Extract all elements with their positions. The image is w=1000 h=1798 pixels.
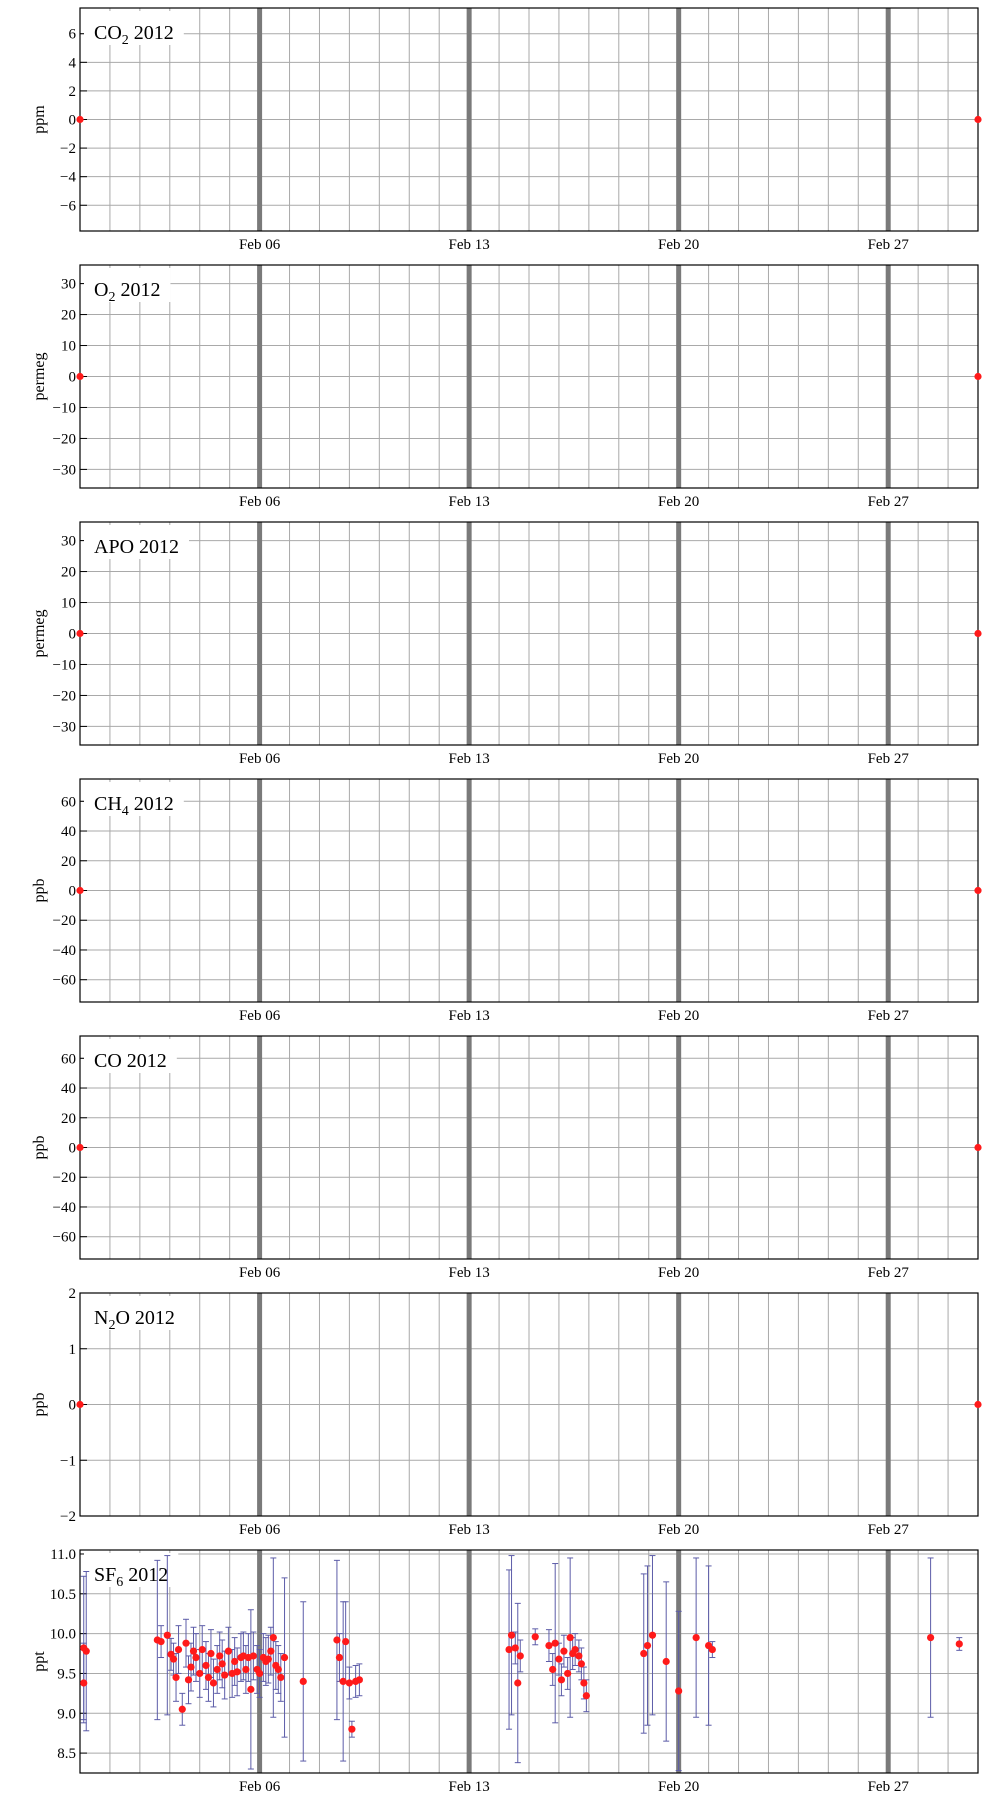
y-tick-label: 0 <box>68 883 76 900</box>
x-tick-label: Feb 20 <box>658 1779 700 1795</box>
data-point <box>157 1638 164 1645</box>
x-tick-label: Feb 13 <box>448 1522 490 1538</box>
y-tick-label: 60 <box>61 1051 76 1068</box>
chart-title: $N_2O$ 2012 <box>94 1307 175 1333</box>
data-point <box>927 1634 934 1641</box>
y-tick-label: −40 <box>52 942 76 959</box>
y-tick-label: −1 <box>60 1453 76 1470</box>
y-axis-label: ppm <box>31 105 48 134</box>
data-point <box>640 1650 647 1657</box>
data-point <box>275 1666 282 1673</box>
y-tick-label: 20 <box>61 1110 76 1127</box>
data-point <box>974 1144 981 1151</box>
data-point <box>342 1638 349 1645</box>
x-tick-label: Feb 20 <box>658 1265 700 1281</box>
data-point <box>649 1632 656 1639</box>
data-point <box>514 1679 521 1686</box>
y-axis-label: ppb <box>31 1135 48 1160</box>
data-point <box>333 1636 340 1643</box>
data-point <box>575 1652 582 1659</box>
data-point <box>76 630 83 637</box>
y-tick-label: 1 <box>68 1341 76 1358</box>
chart-title: $O_2$ 2012 <box>94 279 161 305</box>
data-point <box>270 1634 277 1641</box>
y-tick-label: 8.5 <box>57 1746 76 1763</box>
chart-title: APO 2012 <box>94 536 180 558</box>
chart-panel-4 <box>0 1028 1000 1284</box>
x-tick-label: Feb 06 <box>238 751 281 767</box>
x-tick-label: Feb 06 <box>238 1522 281 1538</box>
data-point <box>76 1401 83 1408</box>
data-point <box>644 1642 651 1649</box>
y-axis-label: ppb <box>31 878 48 903</box>
y-tick-label: −2 <box>60 141 76 158</box>
x-tick-label: Feb 13 <box>448 237 490 253</box>
data-point <box>567 1634 574 1641</box>
data-point <box>336 1654 343 1661</box>
data-point <box>256 1670 263 1677</box>
x-tick-label: Feb 06 <box>238 1265 281 1281</box>
data-point <box>348 1726 355 1733</box>
y-tick-label: −2 <box>60 1509 76 1525</box>
chart-panel-0 <box>0 0 1000 256</box>
y-tick-label: −40 <box>52 1199 76 1216</box>
data-point <box>192 1654 199 1661</box>
data-point <box>210 1679 217 1686</box>
data-point <box>80 1679 87 1686</box>
chart-panel-3 <box>0 771 1000 1027</box>
data-point <box>175 1646 182 1653</box>
data-point <box>267 1648 274 1655</box>
data-point <box>83 1648 90 1655</box>
y-tick-label: 20 <box>61 564 76 581</box>
x-tick-label: Feb 27 <box>867 751 909 767</box>
data-point <box>558 1676 565 1683</box>
data-point <box>512 1644 519 1651</box>
data-point <box>196 1670 203 1677</box>
data-point <box>76 373 83 380</box>
data-point <box>508 1632 515 1639</box>
data-point <box>549 1666 556 1673</box>
y-tick-label: 9.5 <box>57 1666 76 1683</box>
data-point <box>281 1654 288 1661</box>
data-point <box>231 1658 238 1665</box>
y-tick-label: −20 <box>52 1170 76 1187</box>
x-tick-label: Feb 13 <box>448 751 490 767</box>
chart-panel-5 <box>0 1285 1000 1541</box>
x-tick-label: Feb 20 <box>658 751 700 767</box>
data-point <box>956 1640 963 1647</box>
data-point <box>199 1646 206 1653</box>
x-tick-label: Feb 27 <box>867 494 909 510</box>
chart-title: CO 2012 <box>94 1050 167 1072</box>
data-point <box>505 1646 512 1653</box>
y-tick-label: 40 <box>61 824 76 841</box>
y-tick-label: −30 <box>52 719 76 736</box>
x-tick-label: Feb 06 <box>238 1779 281 1795</box>
data-point <box>974 116 981 123</box>
data-point <box>170 1656 177 1663</box>
x-tick-label: Feb 27 <box>867 1265 909 1281</box>
chart-panel-1 <box>0 257 1000 513</box>
y-tick-label: −20 <box>52 431 76 448</box>
data-point <box>709 1646 716 1653</box>
y-tick-label: 20 <box>61 853 76 870</box>
data-point <box>560 1648 567 1655</box>
data-point <box>185 1676 192 1683</box>
x-tick-label: Feb 27 <box>867 1522 909 1538</box>
y-tick-label: −20 <box>52 913 76 930</box>
y-tick-label: 0 <box>68 1140 76 1157</box>
data-point <box>663 1658 670 1665</box>
y-tick-label: 0 <box>68 112 76 129</box>
y-tick-label: 0 <box>68 626 76 643</box>
y-tick-label: 6 <box>68 26 76 43</box>
data-point <box>572 1646 579 1653</box>
y-axis-label: permeg <box>31 609 48 658</box>
data-point <box>242 1666 249 1673</box>
data-point <box>221 1671 228 1678</box>
data-point <box>580 1679 587 1686</box>
y-tick-label: −10 <box>52 657 76 674</box>
data-point <box>555 1656 562 1663</box>
y-tick-label: 0 <box>68 369 76 386</box>
chart-title: $CO_2$ 2012 <box>94 22 174 48</box>
chart-panel-6 <box>0 1542 1000 1798</box>
data-point <box>247 1686 254 1693</box>
data-point <box>234 1668 241 1675</box>
x-tick-label: Feb 06 <box>238 1008 281 1024</box>
y-tick-label: −30 <box>52 462 76 479</box>
x-tick-label: Feb 13 <box>448 1779 490 1795</box>
y-tick-label: 30 <box>61 276 76 293</box>
y-tick-label: 2 <box>68 1286 76 1302</box>
x-tick-label: Feb 20 <box>658 1522 700 1538</box>
data-point <box>277 1674 284 1681</box>
data-point <box>172 1674 179 1681</box>
data-point <box>187 1663 194 1670</box>
y-tick-label: 9.0 <box>57 1706 76 1723</box>
x-tick-label: Feb 13 <box>448 494 490 510</box>
y-tick-label: 0 <box>68 1397 76 1414</box>
data-point <box>532 1633 539 1640</box>
data-point <box>552 1640 559 1647</box>
data-point <box>693 1634 700 1641</box>
x-tick-label: Feb 27 <box>867 1779 909 1795</box>
y-tick-label: 10.5 <box>49 1586 76 1603</box>
y-tick-label: 2 <box>68 83 76 100</box>
y-tick-label: 30 <box>61 533 76 550</box>
data-point <box>250 1652 257 1659</box>
data-point <box>974 1401 981 1408</box>
data-point <box>300 1678 307 1685</box>
x-tick-label: Feb 20 <box>658 494 700 510</box>
data-point <box>583 1692 590 1699</box>
data-point <box>179 1706 186 1713</box>
data-point <box>265 1656 272 1663</box>
chart-title: $CH_4$ 2012 <box>94 793 174 819</box>
data-point <box>346 1679 353 1686</box>
y-axis-label: ppt <box>31 1651 48 1672</box>
data-point <box>76 116 83 123</box>
y-tick-label: 60 <box>61 794 76 811</box>
y-tick-label: 11.0 <box>50 1546 76 1563</box>
y-tick-label: 10 <box>61 595 76 612</box>
data-point <box>190 1648 197 1655</box>
x-tick-label: Feb 20 <box>658 1008 700 1024</box>
data-point <box>564 1670 571 1677</box>
data-point <box>207 1650 214 1657</box>
data-point <box>205 1674 212 1681</box>
data-point <box>517 1652 524 1659</box>
y-tick-label: −60 <box>52 972 76 989</box>
y-axis-label: permeg <box>31 352 48 401</box>
data-point <box>675 1687 682 1694</box>
y-tick-label: 20 <box>61 307 76 324</box>
data-point <box>219 1660 226 1667</box>
y-axis-label: ppb <box>31 1392 48 1417</box>
x-tick-label: Feb 13 <box>448 1008 490 1024</box>
x-tick-label: Feb 06 <box>238 237 281 253</box>
data-point <box>974 373 981 380</box>
data-point <box>545 1642 552 1649</box>
y-tick-label: 10.0 <box>49 1626 76 1643</box>
x-tick-label: Feb 20 <box>658 237 700 253</box>
data-point <box>216 1652 223 1659</box>
data-point <box>76 1144 83 1151</box>
data-point <box>214 1666 221 1673</box>
data-point <box>578 1660 585 1667</box>
y-tick-label: 4 <box>68 55 76 72</box>
data-point <box>974 887 981 894</box>
y-tick-label: −4 <box>60 169 76 186</box>
y-tick-label: −6 <box>60 198 76 215</box>
y-tick-label: −10 <box>52 400 76 417</box>
chart-panel-2 <box>0 514 1000 770</box>
x-tick-label: Feb 13 <box>448 1265 490 1281</box>
y-tick-label: −20 <box>52 688 76 705</box>
data-point <box>356 1676 363 1683</box>
data-point <box>182 1640 189 1647</box>
y-tick-label: 10 <box>61 338 76 355</box>
data-point <box>164 1632 171 1639</box>
x-tick-label: Feb 27 <box>867 1008 909 1024</box>
data-point <box>225 1648 232 1655</box>
x-tick-label: Feb 27 <box>867 237 909 253</box>
data-point <box>974 630 981 637</box>
data-point <box>202 1662 209 1669</box>
x-tick-label: Feb 06 <box>238 494 281 510</box>
chart-title: $SF_6$ 2012 <box>94 1564 169 1590</box>
y-tick-label: 40 <box>61 1081 76 1098</box>
data-point <box>76 887 83 894</box>
y-tick-label: −60 <box>52 1229 76 1246</box>
data-point <box>340 1678 347 1685</box>
